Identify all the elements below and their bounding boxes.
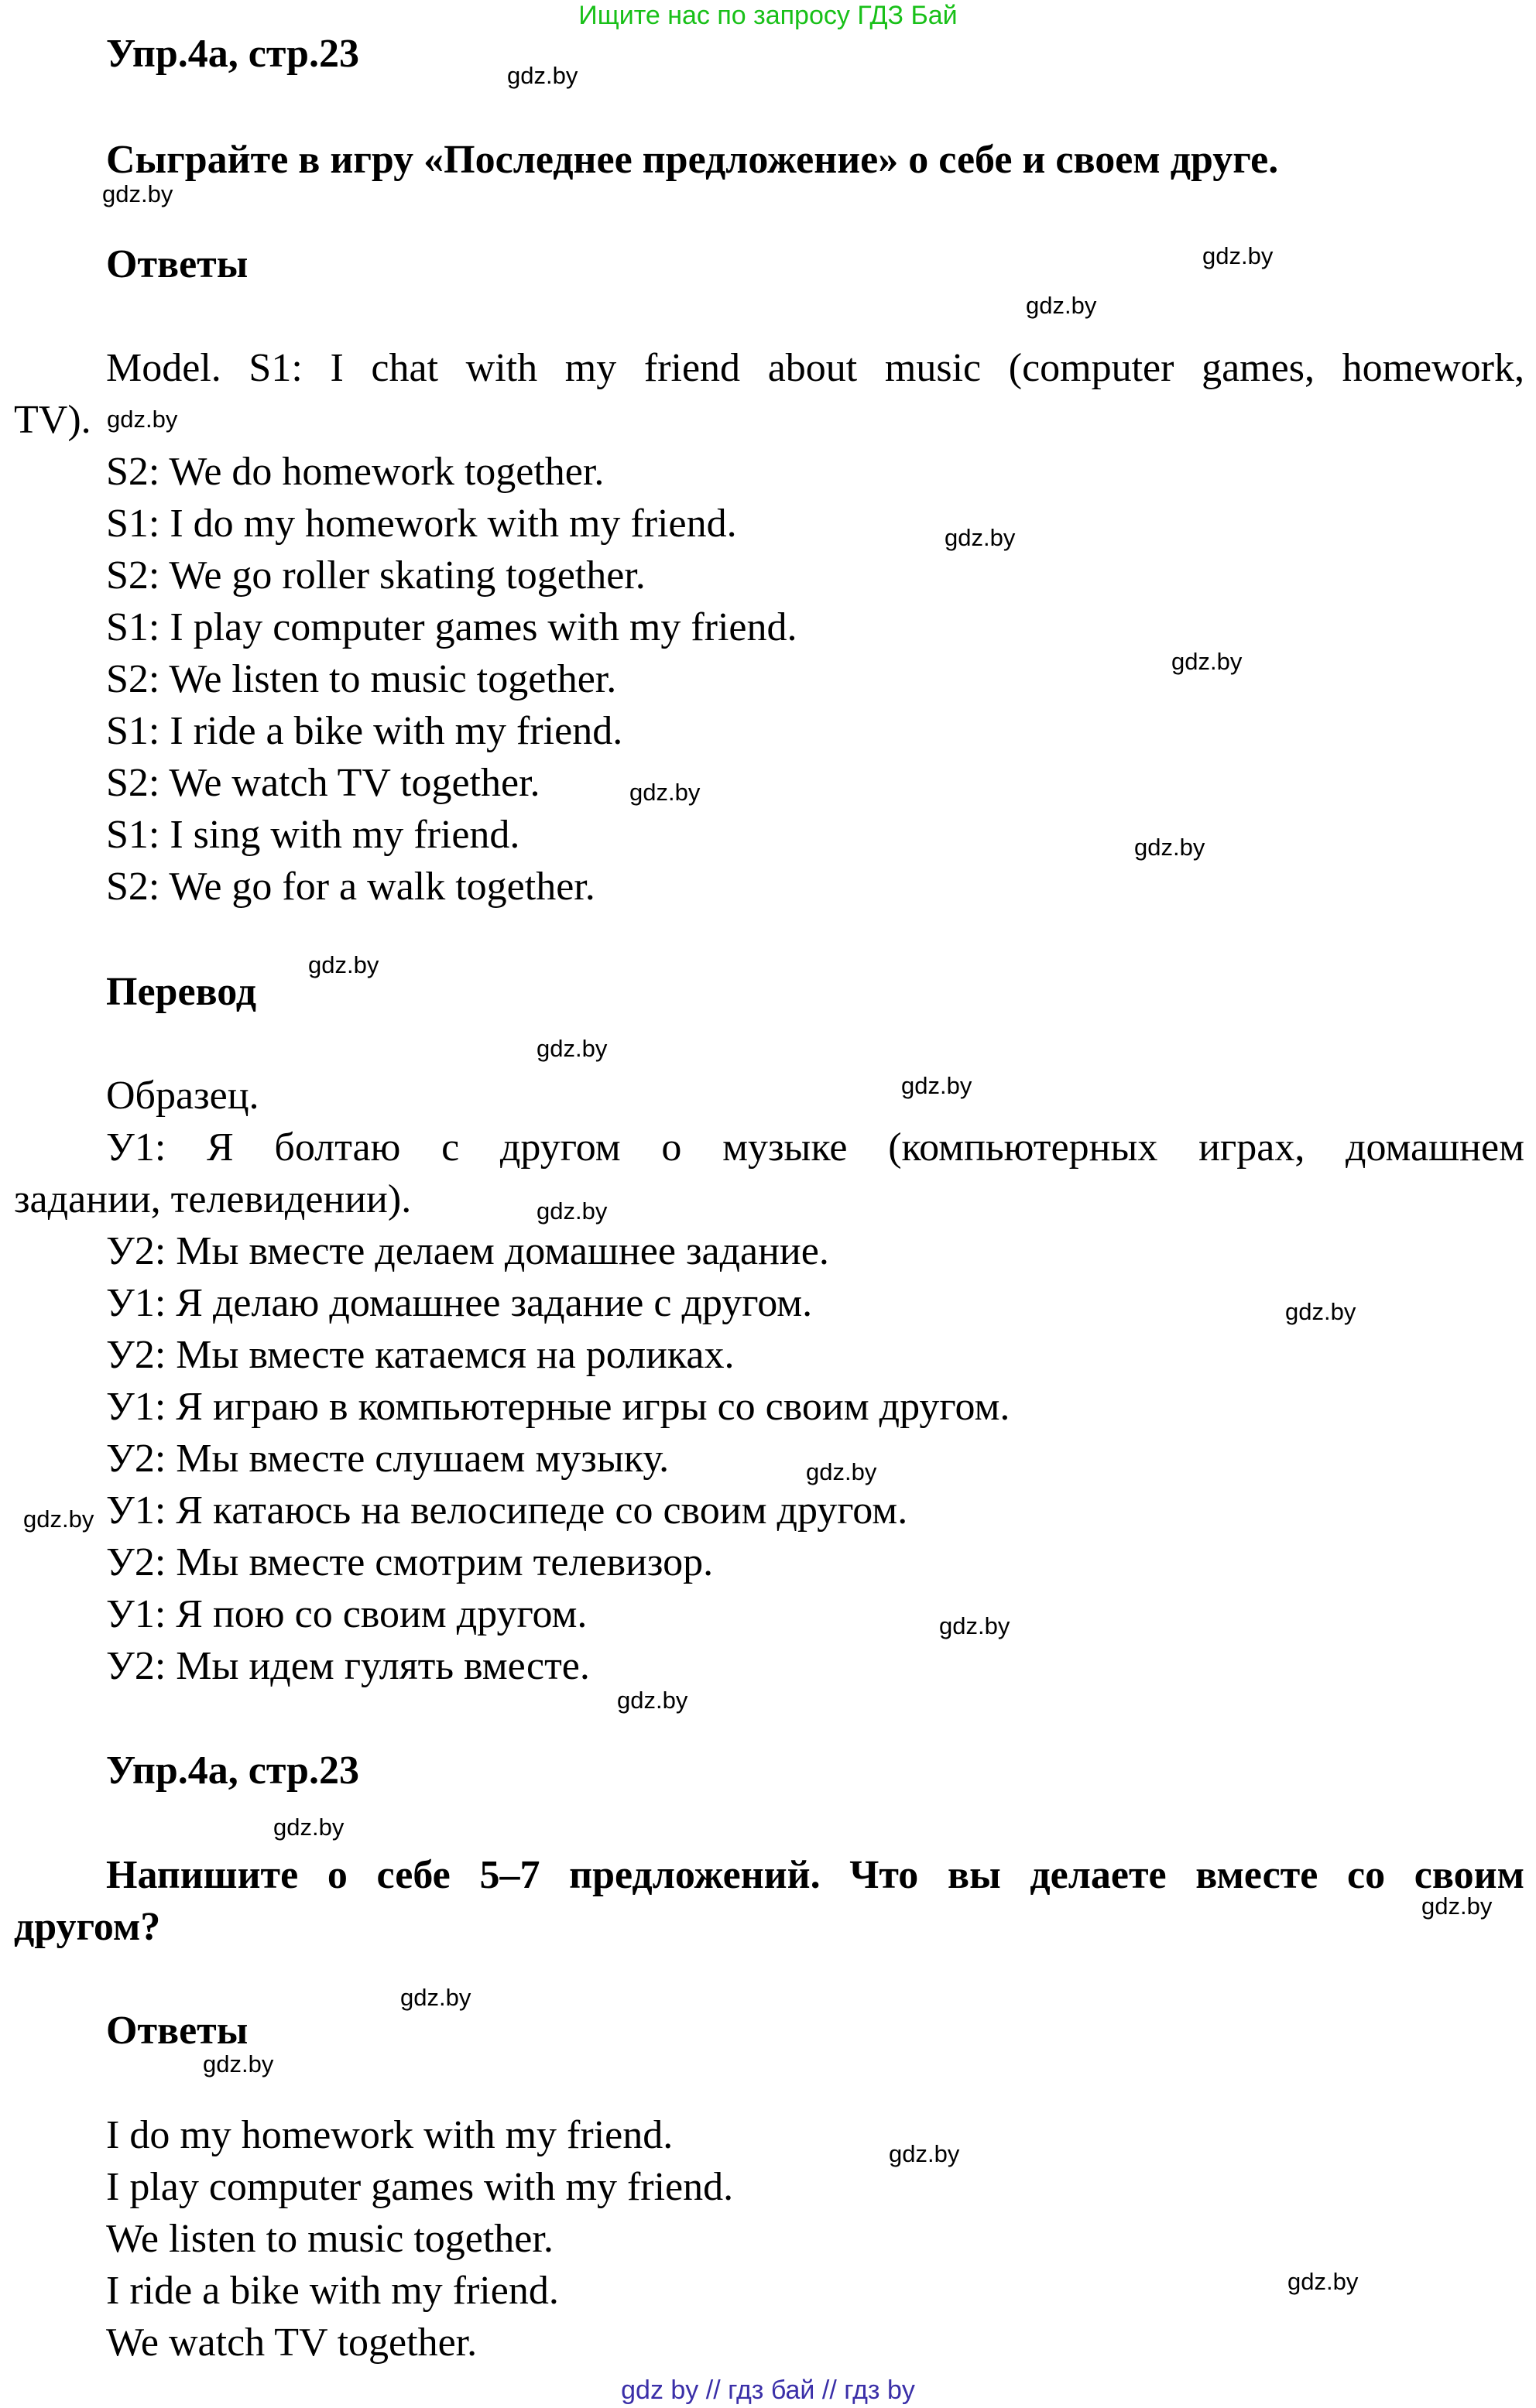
watermark: gdz.by	[102, 180, 173, 207]
translation-line: У2: Мы вместе слушаем музыку.	[106, 1437, 670, 1481]
watermark: gdz.by	[617, 1687, 688, 1714]
watermark: gdz.by	[889, 2140, 960, 2167]
watermark: gdz.by	[23, 1505, 94, 1533]
section2-title: Упр.4а, стр.23	[106, 1749, 359, 1793]
watermark: gdz.by	[400, 1984, 471, 2011]
watermark: gdz.by	[1287, 2268, 1359, 2295]
section2-task-line-2: другом?	[14, 1905, 161, 1949]
dialogue-line: S2: We go roller skating together.	[106, 553, 646, 598]
model-line-2: TV).	[14, 398, 91, 442]
watermark: gdz.by	[273, 1814, 345, 1841]
section1-answers-heading: Ответы	[106, 242, 249, 286]
dialogue-line: S1: I ride a bike with my friend.	[106, 709, 623, 753]
top-banner[interactable]: Ищите нас по запросу ГДЗ Бай	[578, 1, 958, 30]
watermark: gdz.by	[537, 1197, 608, 1225]
translation-heading: Перевод	[106, 970, 257, 1014]
section2-answers-heading: Ответы	[106, 2009, 249, 2053]
translation-line-2: задании, телевидении).	[14, 1177, 412, 1221]
watermark: gdz.by	[629, 779, 701, 806]
watermark: gdz.by	[537, 1035, 608, 1062]
section1-task: Сыграйте в игру «Последнее предложение» о себе и своем друге.	[106, 138, 1279, 182]
watermark: gdz.by	[901, 1072, 972, 1099]
answer-line: I ride a bike with my friend.	[106, 2269, 559, 2313]
dialogue-line: S1: I sing with my friend.	[106, 813, 520, 857]
translation-line: У2: Мы идем гулять вместе.	[106, 1644, 590, 1688]
watermark: gdz.by	[308, 951, 379, 978]
dialogue-line: S2: We do homework together.	[106, 450, 605, 494]
translation-line: У2: Мы вместе катаемся на роликах.	[106, 1333, 735, 1377]
dialogue-line: S2: We go for a walk together.	[106, 865, 595, 909]
footer-links[interactable]: gdz by // гдз бай // гдз by	[621, 2375, 915, 2405]
dialogue-line: S1: I do my homework with my friend.	[106, 502, 737, 546]
section1-title: Упр.4а, стр.23	[106, 32, 359, 76]
answer-line: We listen to music together.	[106, 2217, 554, 2261]
dialogue-line: S2: We watch TV together.	[106, 761, 540, 805]
watermark: gdz.by	[1202, 242, 1274, 269]
watermark: gdz.by	[1171, 648, 1243, 675]
dialogue-line: S1: I play computer games with my friend.	[106, 605, 797, 649]
sample-label: Образец.	[106, 1074, 259, 1118]
translation-line: У1: Я делаю домашнее задание с другом.	[106, 1281, 813, 1325]
watermark: gdz.by	[1421, 1892, 1493, 1920]
answer-line: I play computer games with my friend.	[106, 2165, 734, 2209]
watermark: gdz.by	[806, 1458, 877, 1485]
watermark: gdz.by	[203, 2050, 274, 2077]
translation-line: У1: Я играю в компьютерные игры со своим другом.	[106, 1385, 1010, 1429]
section2-task-line-1: Напишите о себе 5–7 предложений. Что вы делаете вместе со своим	[106, 1853, 1524, 1897]
answer-line: We watch TV together.	[106, 2321, 478, 2365]
watermark: gdz.by	[939, 1612, 1010, 1639]
watermark: gdz.by	[1026, 292, 1097, 319]
translation-line-1: У1: Я болтаю с другом о музыке (компьютерных играх, домашнем	[106, 1125, 1524, 1170]
watermark: gdz.by	[945, 524, 1016, 551]
translation-line: У1: Я катаюсь на велосипеде со своим другом.	[106, 1488, 908, 1533]
watermark: gdz.by	[507, 62, 578, 89]
model-line-1: Model. S1: I chat with my friend about music (computer games, homework,	[106, 346, 1524, 390]
translation-line: У1: Я пою со своим другом.	[106, 1592, 588, 1636]
watermark: gdz.by	[107, 406, 178, 433]
watermark: gdz.by	[1285, 1298, 1356, 1325]
answer-line: I do my homework with my friend.	[106, 2113, 674, 2157]
watermark: gdz.by	[1134, 834, 1205, 861]
dialogue-line: S2: We listen to music together.	[106, 657, 617, 701]
translation-line: У2: Мы вместе смотрим телевизор.	[106, 1540, 714, 1584]
translation-line: У2: Мы вместе делаем домашнее задание.	[106, 1229, 829, 1273]
